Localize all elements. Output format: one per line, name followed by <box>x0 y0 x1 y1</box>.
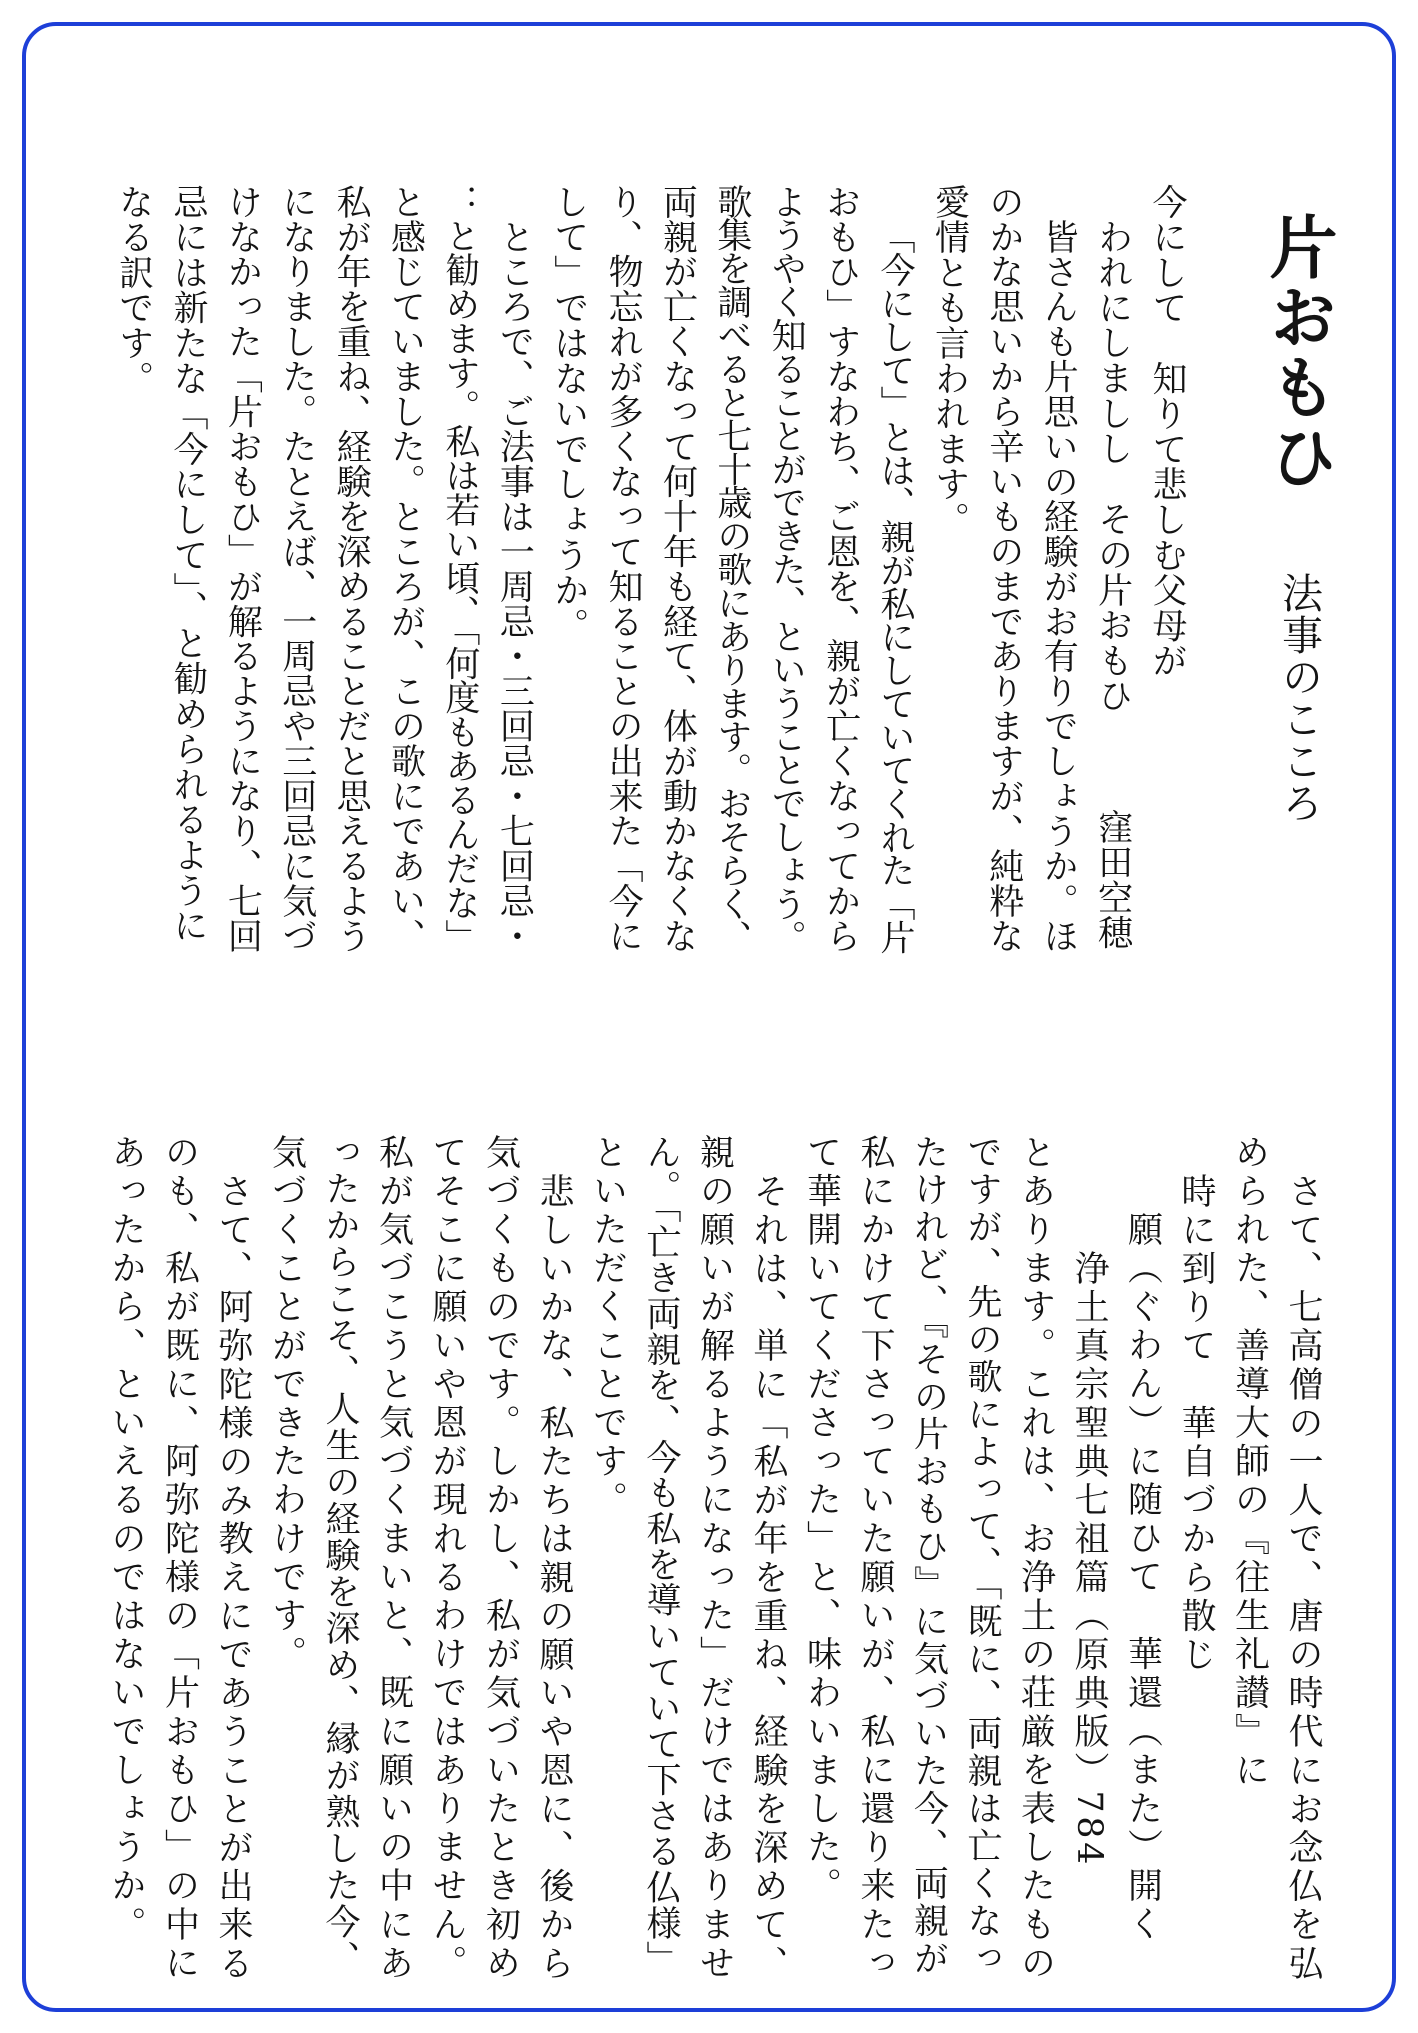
body-line: 悲しいかな、私たちは親の願いや恩に、後から <box>534 1172 574 1984</box>
body-line: てそこに願いや恩が現れるわけではありません。 <box>427 1134 467 1984</box>
body-line: とあります。これは、お浄土の荘厳を表したもの <box>1015 1134 1056 1984</box>
poet-name: 窪田空穂 <box>1092 808 1133 950</box>
body-line: 歌集を調べると七十歳の歌にあります。おそらく、 <box>711 184 752 953</box>
body-line: ところで、ご法事は一周忌・三回忌・七回忌・ <box>494 219 535 954</box>
verse-citation: 浄土真宗聖典七祖篇（原典版）784 <box>1069 1249 1109 1868</box>
body-line: 親の願いが解るようになった」だけではありませ <box>694 1134 735 1984</box>
body-line: 愛情とも言われます。 <box>929 184 970 537</box>
body-line: のかな思いから辛いものまでありますが、純粋な <box>983 184 1024 954</box>
body-line: あったから、といえるのではないでしょうか。 <box>106 1134 146 1945</box>
body-line: 私が気づこうと気づくまいと、既に願いの中にあ <box>373 1134 414 1984</box>
verse-line: 願（ぐわん）に随ひて 華還（また）開く <box>1122 1211 1163 1945</box>
body-line: さて、阿弥陀様のみ教えにであうことが出来る <box>213 1172 253 1984</box>
body-line: けなかった「片おもひ」が解るようになり、七回 <box>222 184 263 954</box>
body-line: められた、善導大師の『往生礼讃』に <box>1229 1134 1270 1791</box>
body-line: のも、私が既に、阿弥陀様の「片おもひ」の中に <box>159 1134 200 1984</box>
body-line: と感じていました。ところが、この歌にであい、 <box>385 184 426 954</box>
poem-line: われにしましし その片おもひ <box>1092 219 1133 714</box>
section-one <box>106 184 1194 960</box>
body-line: といただくことです。 <box>587 1134 628 1520</box>
body-line: ったからこそ、人生の経験を深め、縁が熟した今、 <box>320 1134 360 1977</box>
body-line: ん。「亡き両親を、今も私を導いていて下さる仏様」 <box>641 1134 681 1977</box>
body-line: 皆さんも片思いの経験がお有りでしょうか。ほ <box>1038 219 1079 954</box>
body-line: たけれど、『その片おもひ』に気づいた今、両親が <box>908 1134 949 1978</box>
body-line: 気づくものです。しかし、私が気づいたとき初め <box>480 1134 521 1984</box>
poem-line-with-credit <box>1085 184 1139 960</box>
body-line: 両親が亡くなって何十年も経て、体が動かなくな <box>657 184 698 954</box>
body-line: さて、七高僧の一人で、唐の時代にお念仏を弘 <box>1283 1172 1323 1984</box>
body-line: ようやく知ることができた、ということでしょう。 <box>766 184 807 953</box>
body-line: になりました。たとえば、一周忌や三回忌に気づ <box>276 184 317 954</box>
body-line: 「今にして」とは、親が私にしていてくれた「片 <box>875 219 916 954</box>
body-line: それは、単に「私が年を重ね、経験を深めて、 <box>748 1172 788 1984</box>
body-line: て華開いてくださった」と、味わいました。 <box>801 1134 842 1906</box>
body-line: 私が年を重ね、経験を深めることだと思えるよう <box>331 184 372 954</box>
body-line: おもひ」すなわち、ご恩を、親が亡くなってから <box>820 184 861 954</box>
page-title: 片おもひ <box>1258 212 1338 492</box>
body-line: ですが、先の歌によって、「既に、両親は亡くなっ <box>962 1134 1002 1978</box>
body-line: 忌には新たな「今にして」、と勧められるように <box>167 184 208 944</box>
body-line: 気づくことができたわけです。 <box>266 1134 307 1675</box>
section-two <box>98 1134 1329 1984</box>
body-line: なる訳です。 <box>113 184 154 396</box>
page-subtitle: 法事のこころ <box>1275 572 1323 824</box>
verse-line: 時に到りて 華自づから散じ <box>1176 1172 1216 1675</box>
body-line: して」ではないでしょうか。 <box>548 184 589 643</box>
body-line: 私にかけて下さっていた願いが、私に還り来たっ <box>855 1134 895 1984</box>
body-line: り、物忘れが多くなって知ることの出来た「今に <box>603 184 644 954</box>
body-line: ：と勧めます。私は若い頃、「何度もあるんだな」 <box>439 184 480 954</box>
poem-line: 今にして 知りて悲しむ父母が <box>1147 184 1187 679</box>
